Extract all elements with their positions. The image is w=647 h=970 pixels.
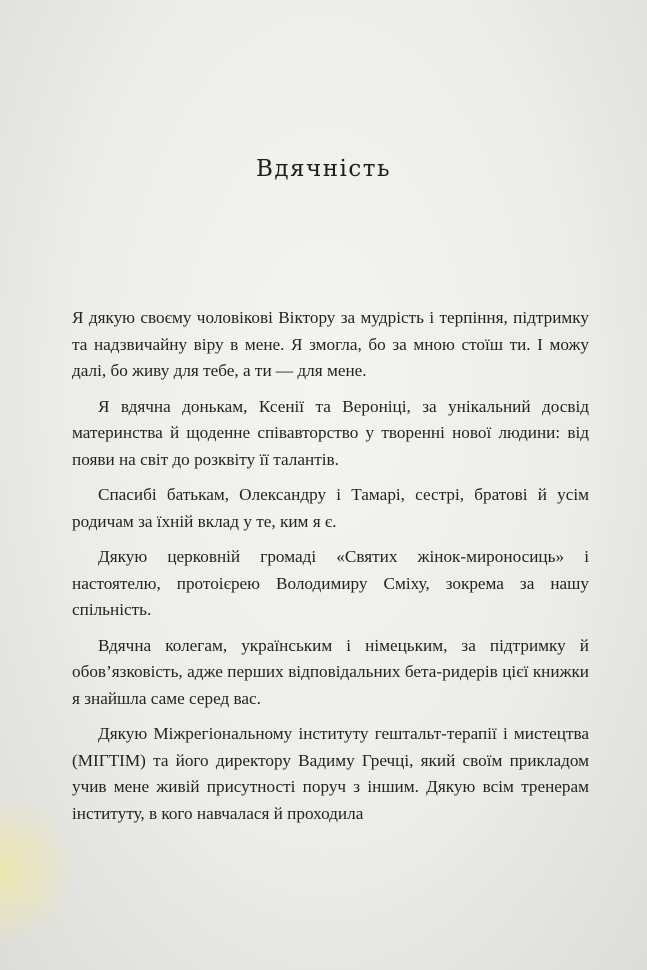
acknowledgements-text xyxy=(72,305,589,836)
paragraph-colleagues: Вдячна колегам, українським і німецьким, за підтримку й обов’язковість, адже перших відповідальних бета-ридерів цієї книжки я знайшла саме серед вас. xyxy=(72,635,589,708)
paragraph-church: Дякую церковній громаді «Святих жінок-мироносиць» і настоятелю, протоієрею Володимиру Сміху, зокрема за нашу спільність. xyxy=(72,547,589,619)
paragraph-daughters: Я вдячна донькам, Ксенії та Вероніці, за унікальний досвід материнства й щоденне співавторство у творенні нової людини: від появи на світ до розквіту її талантів. xyxy=(72,396,589,469)
paragraph-parents: Спасибі батькам, Олександру і Тамарі, сестрі, братові й усім родичам за їхній вклад у те, ким я є. xyxy=(72,485,589,531)
light-glare xyxy=(0,790,70,950)
paragraph-institute: Дякую Міжрегіональному інституту гештальт-терапії і мистецтва (МІГТІМ) та його директору Вадиму Гречці, який своїм прикладом учив мене живій присутності поруч з іншим. Дякую всім тренерам інституту, в кого навчалася й проходила xyxy=(72,724,589,823)
paragraph-husband: Я дякую своєму чоловікові Віктору за мудрість і терпіння, підтримку та надзвичайну віру в мене. Я змогла, бо за мною стоїш ти. І можу далі, бо живу для тебе, а ти — для мене. xyxy=(72,308,589,380)
page-title: Вдячність xyxy=(255,156,392,182)
